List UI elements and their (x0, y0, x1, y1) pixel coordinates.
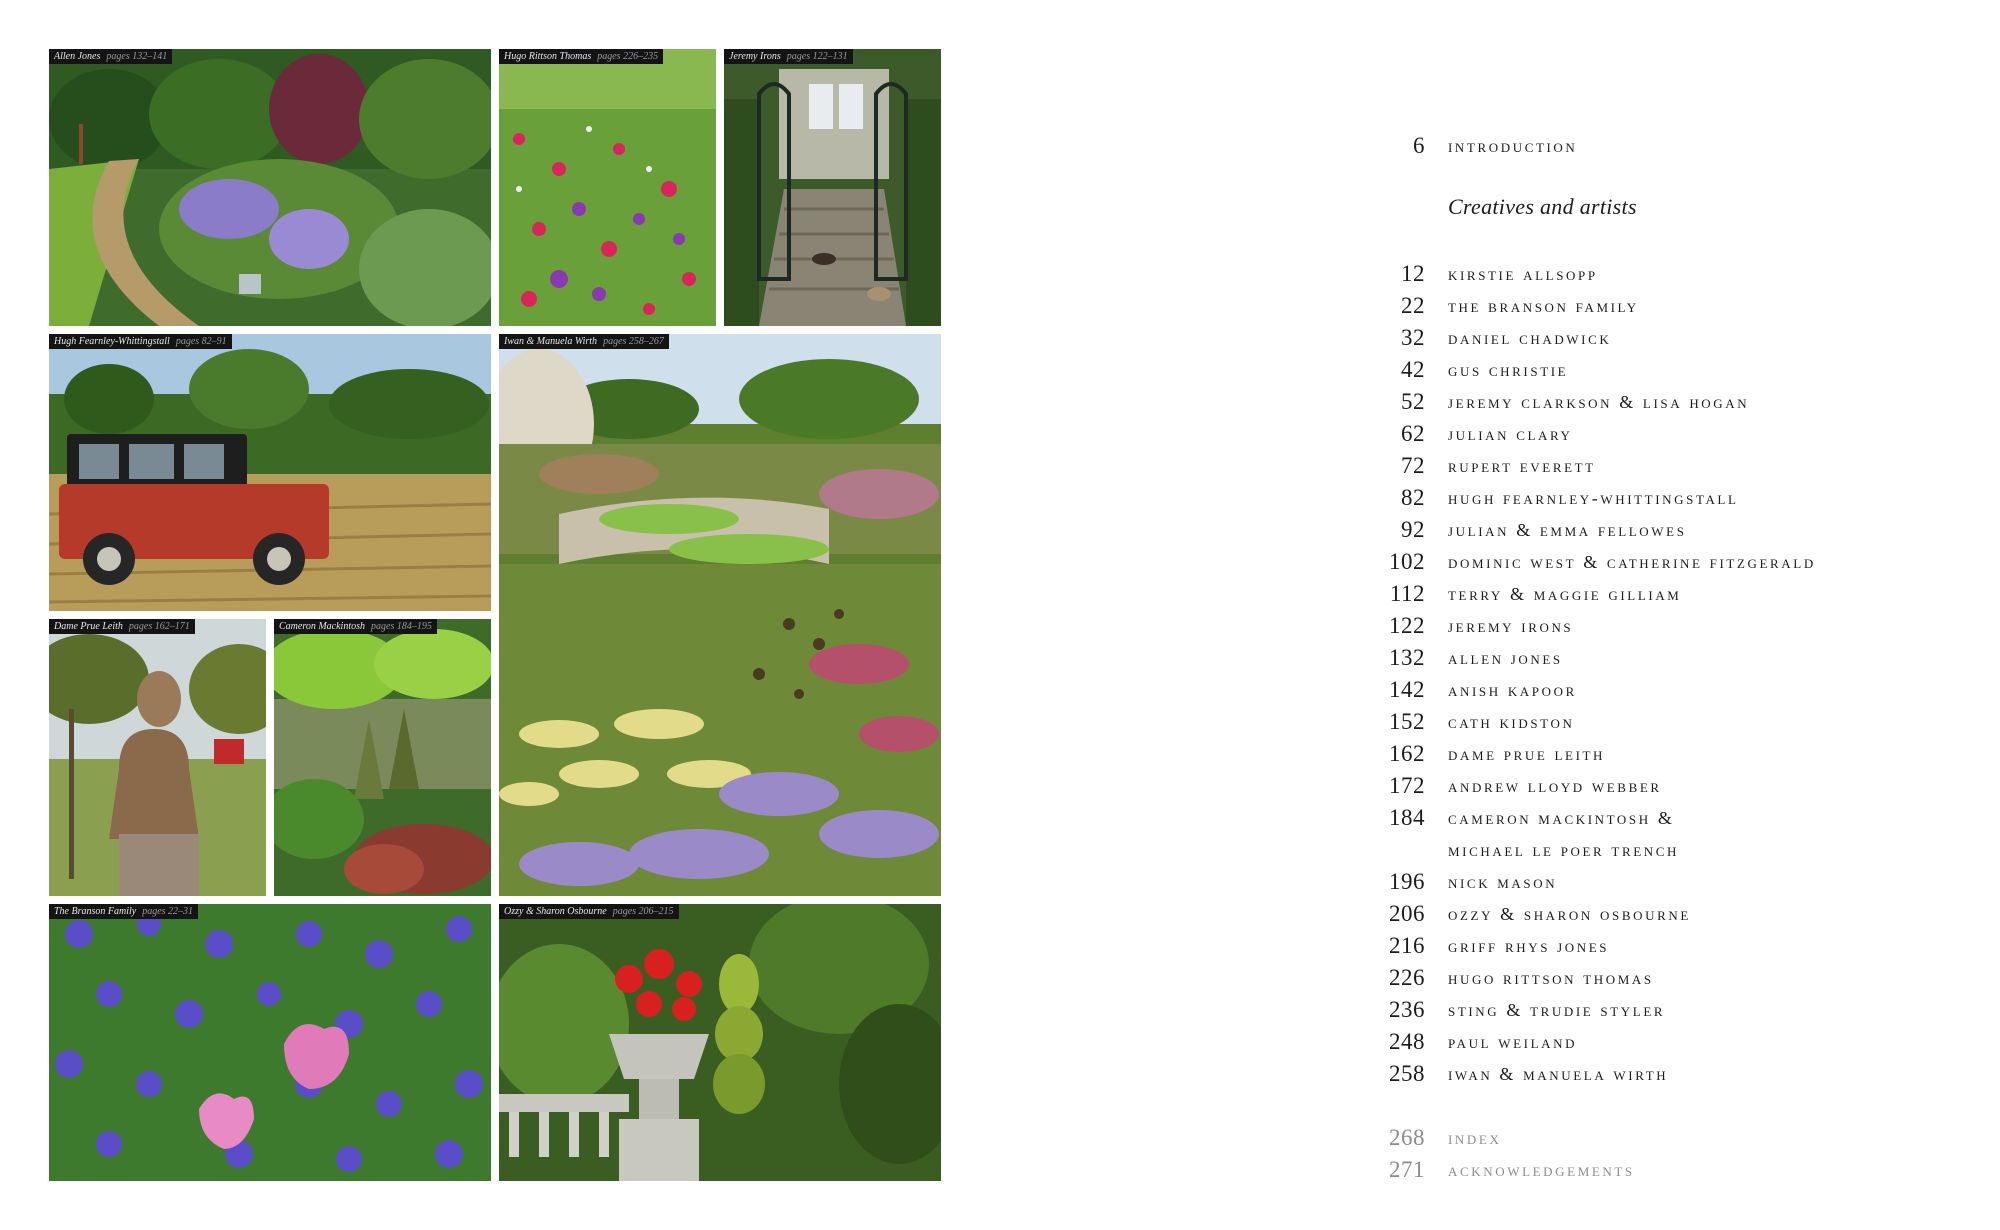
toc-page-number: 172 (1389, 773, 1425, 798)
toc-title: jeremy clarkson & lisa hogan (1448, 392, 1750, 412)
toc-title: allen jones (1448, 648, 1563, 668)
photo-iwan-manuela-wirth (499, 334, 941, 896)
toc-entry[interactable] (1000, 770, 2000, 802)
toc-page-number: 206 (1389, 901, 1425, 926)
photo-dame-prue-leith (49, 619, 266, 896)
toc-page-number: 271 (1389, 1157, 1425, 1182)
photo-caption: Iwan & Manuela Wirth pages 258–267 (499, 334, 669, 349)
toc-title: julian & emma fellowes (1448, 520, 1687, 540)
toc-page-number: 112 (1389, 581, 1425, 606)
photo-caption: Hugo Rittson Thomas pages 226–235 (499, 49, 663, 64)
toc-page-number: 92 (1401, 517, 1425, 542)
wildflower-meadow-image (499, 49, 716, 326)
photo-allen-jones (49, 49, 491, 326)
photo-ozzy-sharon-osbourne (499, 904, 941, 1181)
toc-entry[interactable] (1000, 930, 2000, 962)
photo-caption: The Branson Family pages 22–31 (49, 904, 198, 919)
toc-page-number: 268 (1389, 1125, 1425, 1150)
toc-entry[interactable] (1000, 994, 2000, 1026)
toc-entry[interactable] (1000, 866, 2000, 898)
toc-page-number: 216 (1389, 933, 1425, 958)
toc-title: the branson family (1448, 296, 1639, 316)
toc-title: andrew lloyd webber (1448, 776, 1662, 796)
toc-entry[interactable] (1000, 514, 2000, 546)
toc-entry[interactable] (1000, 418, 2000, 450)
toc-page-number: 152 (1389, 709, 1425, 734)
toc-entry-introduction[interactable] (1000, 130, 2000, 162)
toc-title: sting & trudie styler (1448, 1000, 1666, 1020)
toc-entry[interactable] (1000, 290, 2000, 322)
toc-page-number: 122 (1389, 613, 1425, 638)
toc-title: iwan & manuela wirth (1448, 1064, 1669, 1084)
toc-entry[interactable] (1000, 450, 2000, 482)
gunnera-pond-image (274, 619, 491, 896)
toc-page-number: 184 (1389, 805, 1425, 830)
toc-title: index (1448, 1128, 1502, 1148)
photo-caption: Hugh Fearnley-Whittingstall pages 82–91 (49, 334, 232, 349)
toc-page-number: 226 (1389, 965, 1425, 990)
toc-title: griff rhys jones (1448, 936, 1610, 956)
toc-entry[interactable] (1000, 898, 2000, 930)
toc-entry[interactable] (1000, 674, 2000, 706)
toc-page-number: 6 (1413, 133, 1425, 158)
toc-page-number: 196 (1389, 869, 1425, 894)
toc-entry[interactable] (1000, 610, 2000, 642)
photo-caption: Ozzy & Sharon Osbourne pages 206–215 (499, 904, 679, 919)
toc-title: daniel chadwick (1448, 328, 1612, 348)
toc-entry[interactable] (1000, 386, 2000, 418)
photo-caption: Cameron Mackintosh pages 184–195 (274, 619, 437, 634)
toc-title: paul weiland (1448, 1032, 1578, 1052)
toc-title: michael le poer trench (1448, 840, 1680, 860)
toc-entry[interactable] (1000, 546, 2000, 578)
toc-entry[interactable] (1000, 802, 2000, 834)
toc-page-number: 12 (1401, 261, 1425, 286)
toc-title: gus christie (1448, 360, 1569, 380)
toc-entry[interactable] (1000, 706, 2000, 738)
toc-page-number: 42 (1401, 357, 1425, 382)
toc-title: cath kidston (1448, 712, 1575, 732)
toc-title: rupert everett (1448, 456, 1596, 476)
toc-title: anish kapoor (1448, 680, 1577, 700)
toc-entry[interactable] (1000, 738, 2000, 770)
toc-title: jeremy irons (1448, 616, 1574, 636)
toc-title: terry & maggie gilliam (1448, 584, 1682, 604)
toc-page-number: 52 (1401, 389, 1425, 414)
toc-title: cameron mackintosh & (1448, 808, 1675, 828)
toc-title: nick mason (1448, 872, 1558, 892)
toc-title: ozzy & sharon osbourne (1448, 904, 1691, 924)
toc-entry-continuation[interactable] (1000, 834, 2000, 866)
toc-entry[interactable] (1000, 1058, 2000, 1090)
toc-entry-acknowledgements[interactable] (1000, 1154, 2000, 1186)
toc-entry[interactable] (1000, 642, 2000, 674)
toc-page-number: 236 (1389, 997, 1425, 1022)
toc-title: dominic west & catherine fitzgerald (1448, 552, 1816, 572)
topiary-urn-image (499, 904, 941, 1181)
toc-entry[interactable] (1000, 258, 2000, 290)
toc-page-number: 102 (1389, 549, 1425, 574)
toc-title: julian clary (1448, 424, 1573, 444)
photo-caption: Dame Prue Leith pages 162–171 (49, 619, 195, 634)
toc-page-number: 162 (1389, 741, 1425, 766)
toc-entry[interactable] (1000, 354, 2000, 386)
garden-border-image (49, 49, 491, 326)
toc-title: dame prue leith (1448, 744, 1606, 764)
toc-entry[interactable] (1000, 1026, 2000, 1058)
toc-title: kirstie allsopp (1448, 264, 1598, 284)
prairie-planting-image (499, 334, 941, 896)
toc-entry[interactable] (1000, 322, 2000, 354)
contents-page (1000, 0, 2000, 1230)
photo-cameron-mackintosh (274, 619, 491, 896)
cornflower-tulip-image (49, 904, 491, 1181)
garden-gate-image (724, 49, 941, 326)
toc-page-number: 72 (1401, 453, 1425, 478)
toc-page-number: 32 (1401, 325, 1425, 350)
toc-title: hugo rittson thomas (1448, 968, 1654, 988)
photo-hugo-rittson-thomas (499, 49, 716, 326)
toc-title: introduction (1448, 136, 1578, 156)
toc-entry[interactable] (1000, 482, 2000, 514)
photo-jeremy-irons (724, 49, 941, 326)
toc-entry[interactable] (1000, 578, 2000, 610)
photo-caption: Jeremy Irons pages 122–131 (724, 49, 853, 64)
toc-page-number: 258 (1389, 1061, 1425, 1086)
toc-page-number: 22 (1401, 293, 1425, 318)
toc-title: acknowledgements (1448, 1160, 1635, 1180)
section-heading: Creatives and artists (1448, 194, 1637, 219)
toc-page-number: 248 (1389, 1029, 1425, 1054)
bronze-bust-image (49, 619, 266, 896)
toc-entry[interactable] (1000, 962, 2000, 994)
toc-page-number: 82 (1401, 485, 1425, 510)
photo-the-branson-family (49, 904, 491, 1181)
toc-page-number: 142 (1389, 677, 1425, 702)
land-rover-field-image (49, 334, 491, 611)
toc-page-number: 132 (1389, 645, 1425, 670)
toc-title: hugh fearnley-whittingstall (1448, 488, 1739, 508)
photo-caption: Allen Jones pages 132–141 (49, 49, 172, 64)
toc-entry-index[interactable] (1000, 1122, 2000, 1154)
toc-page-number: 62 (1401, 421, 1425, 446)
photo-hugh-fearnley-whittingstall (49, 334, 491, 611)
